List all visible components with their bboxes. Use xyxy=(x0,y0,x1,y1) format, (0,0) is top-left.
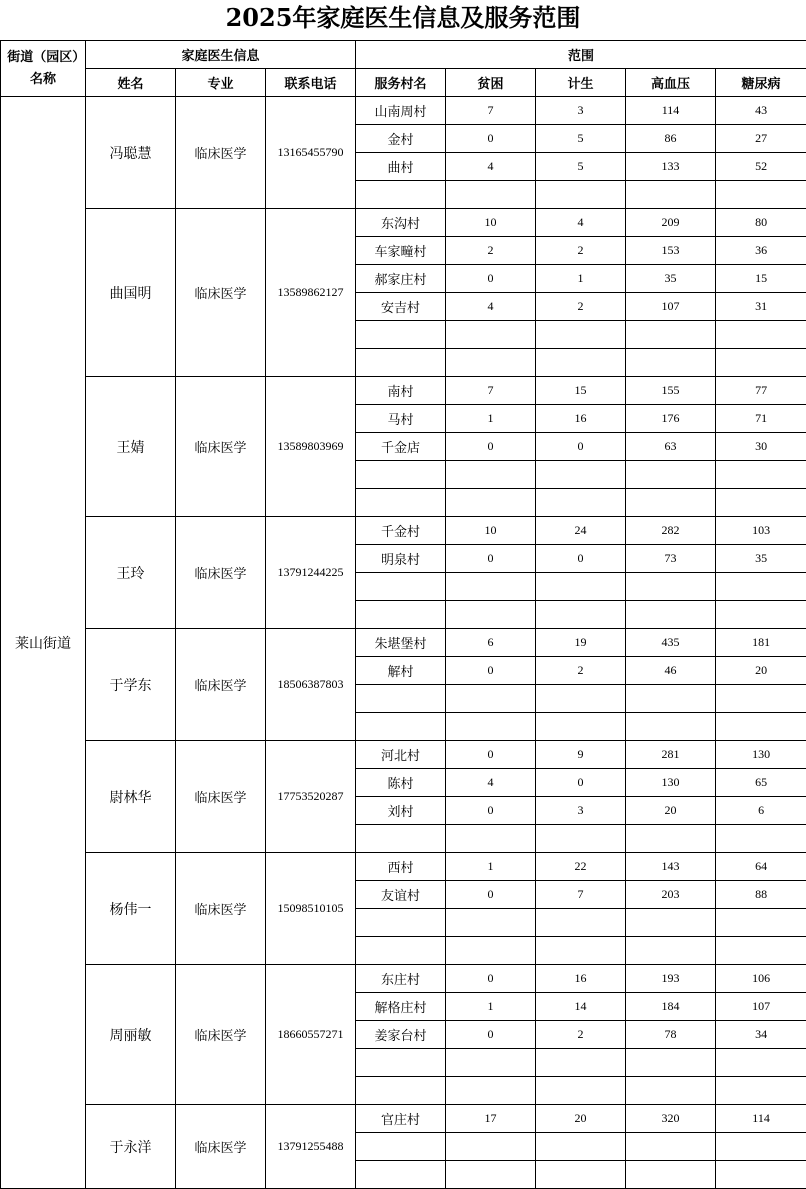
empty-cell xyxy=(356,825,446,853)
hypertension-count: 435 xyxy=(626,629,716,657)
empty-cell xyxy=(626,349,716,377)
empty-cell xyxy=(536,937,626,965)
table-row xyxy=(1,629,806,657)
hypertension-count: 130 xyxy=(626,769,716,797)
empty-cell xyxy=(446,1161,536,1189)
empty-cell xyxy=(446,321,536,349)
poor-count: 1 xyxy=(446,405,536,433)
doctor-phone: 13165455790 xyxy=(266,97,356,209)
hypertension-count: 107 xyxy=(626,293,716,321)
village-name: 友谊村 xyxy=(356,881,446,909)
empty-cell xyxy=(626,685,716,713)
empty-cell xyxy=(446,713,536,741)
family-planning-count: 5 xyxy=(536,153,626,181)
empty-cell xyxy=(536,1161,626,1189)
doctor-phone: 13791255488 xyxy=(266,1105,356,1189)
family-planning-count: 5 xyxy=(536,125,626,153)
diabetes-count: 20 xyxy=(716,657,806,685)
family-planning-count: 2 xyxy=(536,657,626,685)
empty-cell xyxy=(536,909,626,937)
empty-cell xyxy=(716,489,806,517)
doctor-phone: 18660557271 xyxy=(266,965,356,1105)
diabetes-count: 35 xyxy=(716,545,806,573)
empty-cell xyxy=(626,825,716,853)
family-planning-count: 24 xyxy=(536,517,626,545)
empty-cell xyxy=(356,1077,446,1105)
village-name: 曲村 xyxy=(356,153,446,181)
hypertension-count: 282 xyxy=(626,517,716,545)
family-planning-count: 20 xyxy=(536,1105,626,1133)
poor-count: 4 xyxy=(446,769,536,797)
village-name: 金村 xyxy=(356,125,446,153)
empty-cell xyxy=(446,461,536,489)
doctor-name: 王玲 xyxy=(86,517,176,629)
empty-cell xyxy=(356,937,446,965)
table-row xyxy=(1,1105,806,1133)
doctor-major: 临床医学 xyxy=(176,517,266,629)
village-name: 车家疃村 xyxy=(356,237,446,265)
empty-cell xyxy=(356,181,446,209)
diabetes-count: 106 xyxy=(716,965,806,993)
village-name: 明泉村 xyxy=(356,545,446,573)
empty-cell xyxy=(446,1133,536,1161)
village-name: 河北村 xyxy=(356,741,446,769)
poor-count: 6 xyxy=(446,629,536,657)
doctor-name: 于学东 xyxy=(86,629,176,741)
hypertension-count: 153 xyxy=(626,237,716,265)
village-name: 解村 xyxy=(356,657,446,685)
diabetes-count: 181 xyxy=(716,629,806,657)
empty-cell xyxy=(536,825,626,853)
diabetes-count: 30 xyxy=(716,433,806,461)
poor-count: 4 xyxy=(446,153,536,181)
village-name: 东庄村 xyxy=(356,965,446,993)
empty-cell xyxy=(716,937,806,965)
doctor-phone: 13589862127 xyxy=(266,209,356,377)
hypertension-count: 176 xyxy=(626,405,716,433)
diabetes-count: 107 xyxy=(716,993,806,1021)
village-name: 千金村 xyxy=(356,517,446,545)
hypertension-count: 114 xyxy=(626,97,716,125)
doctor-major: 临床医学 xyxy=(176,629,266,741)
table-row xyxy=(1,853,806,881)
doctor-table xyxy=(0,40,806,1189)
village-header: 服务村名 xyxy=(356,69,446,97)
poor-count: 0 xyxy=(446,1021,536,1049)
major-header: 专业 xyxy=(176,69,266,97)
doctor-major: 临床医学 xyxy=(176,97,266,209)
empty-cell xyxy=(356,1049,446,1077)
empty-cell xyxy=(446,685,536,713)
doctor-major: 临床医学 xyxy=(176,209,266,377)
poor-count: 0 xyxy=(446,265,536,293)
empty-cell xyxy=(446,349,536,377)
hypertension-count: 73 xyxy=(626,545,716,573)
family-planning-count: 0 xyxy=(536,769,626,797)
empty-cell xyxy=(626,601,716,629)
doctor-major: 临床医学 xyxy=(176,741,266,853)
scope-group-header: 范围 xyxy=(356,41,806,69)
empty-cell xyxy=(716,349,806,377)
village-name: 马村 xyxy=(356,405,446,433)
poor-count: 0 xyxy=(446,433,536,461)
hypertension-count: 46 xyxy=(626,657,716,685)
diabetes-count: 15 xyxy=(716,265,806,293)
doctor-group-header: 家庭医生信息 xyxy=(86,41,356,69)
empty-cell xyxy=(446,937,536,965)
village-name: 千金店 xyxy=(356,433,446,461)
empty-cell xyxy=(536,713,626,741)
empty-cell xyxy=(446,1049,536,1077)
doctor-phone: 13589803969 xyxy=(266,377,356,517)
empty-cell xyxy=(446,573,536,601)
empty-cell xyxy=(536,1049,626,1077)
diabetes-count: 64 xyxy=(716,853,806,881)
village-name: 山南周村 xyxy=(356,97,446,125)
family-planning-count: 4 xyxy=(536,209,626,237)
doctor-phone: 13791244225 xyxy=(266,517,356,629)
table-row xyxy=(1,965,806,993)
hypertension-count: 20 xyxy=(626,797,716,825)
family-planning-count: 14 xyxy=(536,993,626,1021)
village-name: 姜家台村 xyxy=(356,1021,446,1049)
doctor-phone: 18506387803 xyxy=(266,629,356,741)
empty-cell xyxy=(356,349,446,377)
empty-cell xyxy=(716,321,806,349)
poor-count: 0 xyxy=(446,741,536,769)
poor-count: 4 xyxy=(446,293,536,321)
poor-count: 0 xyxy=(446,125,536,153)
poor-count: 7 xyxy=(446,97,536,125)
hypertension-count: 281 xyxy=(626,741,716,769)
empty-cell xyxy=(626,1077,716,1105)
village-name: 郝家庄村 xyxy=(356,265,446,293)
empty-cell xyxy=(446,1077,536,1105)
empty-cell xyxy=(536,1133,626,1161)
empty-cell xyxy=(626,489,716,517)
diabetes-count: 65 xyxy=(716,769,806,797)
name-header: 姓名 xyxy=(86,69,176,97)
doctor-major: 临床医学 xyxy=(176,965,266,1105)
empty-cell xyxy=(446,181,536,209)
hypertension-count: 155 xyxy=(626,377,716,405)
diabetes-count: 31 xyxy=(716,293,806,321)
street-name: 莱山街道 xyxy=(1,97,86,1189)
diabetes-count: 27 xyxy=(716,125,806,153)
empty-cell xyxy=(626,461,716,489)
hypertension-count: 320 xyxy=(626,1105,716,1133)
diabetes-count: 130 xyxy=(716,741,806,769)
diabetes-count: 114 xyxy=(716,1105,806,1133)
poor-count: 0 xyxy=(446,545,536,573)
empty-cell xyxy=(716,1077,806,1105)
poor-header: 贫困 xyxy=(446,69,536,97)
family-planning-count: 0 xyxy=(536,433,626,461)
table-row xyxy=(1,97,806,125)
empty-cell xyxy=(536,349,626,377)
empty-cell xyxy=(356,489,446,517)
family-planning-count: 0 xyxy=(536,545,626,573)
family-planning-count: 9 xyxy=(536,741,626,769)
hypertension-count: 203 xyxy=(626,881,716,909)
table-body xyxy=(1,97,806,1189)
empty-cell xyxy=(716,601,806,629)
family-planning-count: 3 xyxy=(536,797,626,825)
poor-count: 0 xyxy=(446,657,536,685)
doctor-major: 临床医学 xyxy=(176,853,266,965)
empty-cell xyxy=(626,713,716,741)
diabetes-count: 71 xyxy=(716,405,806,433)
empty-cell xyxy=(626,573,716,601)
empty-cell xyxy=(356,909,446,937)
empty-cell xyxy=(626,1049,716,1077)
village-name: 安吉村 xyxy=(356,293,446,321)
doctor-name: 周丽敏 xyxy=(86,965,176,1105)
doctor-major: 临床医学 xyxy=(176,1105,266,1189)
hypertension-count: 193 xyxy=(626,965,716,993)
family-planning-header: 计生 xyxy=(536,69,626,97)
village-name: 官庄村 xyxy=(356,1105,446,1133)
empty-cell xyxy=(356,1161,446,1189)
family-planning-count: 2 xyxy=(536,237,626,265)
empty-cell xyxy=(536,461,626,489)
table-row xyxy=(1,517,806,545)
family-planning-count: 3 xyxy=(536,97,626,125)
hypertension-count: 63 xyxy=(626,433,716,461)
empty-cell xyxy=(536,321,626,349)
family-planning-count: 2 xyxy=(536,1021,626,1049)
empty-cell xyxy=(536,1077,626,1105)
poor-count: 0 xyxy=(446,797,536,825)
empty-cell xyxy=(356,573,446,601)
family-planning-count: 19 xyxy=(536,629,626,657)
hypertension-count: 86 xyxy=(626,125,716,153)
empty-cell xyxy=(536,601,626,629)
empty-cell xyxy=(446,489,536,517)
doctor-name: 杨伟一 xyxy=(86,853,176,965)
empty-cell xyxy=(626,321,716,349)
diabetes-count: 52 xyxy=(716,153,806,181)
empty-cell xyxy=(536,685,626,713)
empty-cell xyxy=(536,489,626,517)
village-name: 朱堪堡村 xyxy=(356,629,446,657)
doctor-phone: 15098510105 xyxy=(266,853,356,965)
empty-cell xyxy=(716,1161,806,1189)
empty-cell xyxy=(716,713,806,741)
empty-cell xyxy=(626,1133,716,1161)
hypertension-count: 143 xyxy=(626,853,716,881)
family-planning-count: 2 xyxy=(536,293,626,321)
hypertension-count: 78 xyxy=(626,1021,716,1049)
poor-count: 10 xyxy=(446,517,536,545)
diabetes-count: 34 xyxy=(716,1021,806,1049)
family-planning-count: 7 xyxy=(536,881,626,909)
poor-count: 0 xyxy=(446,881,536,909)
hypertension-count: 133 xyxy=(626,153,716,181)
diabetes-count: 43 xyxy=(716,97,806,125)
empty-cell xyxy=(536,181,626,209)
empty-cell xyxy=(716,1049,806,1077)
poor-count: 2 xyxy=(446,237,536,265)
empty-cell xyxy=(716,573,806,601)
empty-cell xyxy=(716,461,806,489)
empty-cell xyxy=(356,601,446,629)
doctor-name: 尉林华 xyxy=(86,741,176,853)
village-name: 东沟村 xyxy=(356,209,446,237)
diabetes-count: 88 xyxy=(716,881,806,909)
family-planning-count: 15 xyxy=(536,377,626,405)
doctor-name: 于永洋 xyxy=(86,1105,176,1189)
poor-count: 1 xyxy=(446,853,536,881)
diabetes-count: 6 xyxy=(716,797,806,825)
page-title: 2025年家庭医生信息及服务范围 xyxy=(0,0,806,40)
family-planning-count: 16 xyxy=(536,405,626,433)
empty-cell xyxy=(626,937,716,965)
empty-cell xyxy=(446,601,536,629)
empty-cell xyxy=(716,685,806,713)
table-row xyxy=(1,209,806,237)
empty-cell xyxy=(626,181,716,209)
village-name: 解格庄村 xyxy=(356,993,446,1021)
diabetes-count: 36 xyxy=(716,237,806,265)
poor-count: 0 xyxy=(446,965,536,993)
diabetes-count: 80 xyxy=(716,209,806,237)
poor-count: 7 xyxy=(446,377,536,405)
hypertension-header: 高血压 xyxy=(626,69,716,97)
hypertension-count: 35 xyxy=(626,265,716,293)
empty-cell xyxy=(446,825,536,853)
empty-cell xyxy=(356,685,446,713)
empty-cell xyxy=(356,321,446,349)
empty-cell xyxy=(626,1161,716,1189)
empty-cell xyxy=(716,825,806,853)
village-name: 陈村 xyxy=(356,769,446,797)
empty-cell xyxy=(356,1133,446,1161)
hypertension-count: 209 xyxy=(626,209,716,237)
empty-cell xyxy=(356,461,446,489)
phone-header: 联系电话 xyxy=(266,69,356,97)
empty-cell xyxy=(626,909,716,937)
family-planning-count: 1 xyxy=(536,265,626,293)
poor-count: 17 xyxy=(446,1105,536,1133)
village-name: 刘村 xyxy=(356,797,446,825)
hypertension-count: 184 xyxy=(626,993,716,1021)
street-column-header: 街道（园区）名称 xyxy=(1,41,86,97)
diabetes-count: 77 xyxy=(716,377,806,405)
empty-cell xyxy=(716,181,806,209)
family-planning-count: 22 xyxy=(536,853,626,881)
doctor-phone: 17753520287 xyxy=(266,741,356,853)
empty-cell xyxy=(356,713,446,741)
doctor-major: 临床医学 xyxy=(176,377,266,517)
empty-cell xyxy=(716,1133,806,1161)
poor-count: 10 xyxy=(446,209,536,237)
doctor-name: 冯聪慧 xyxy=(86,97,176,209)
diabetes-count: 103 xyxy=(716,517,806,545)
empty-cell xyxy=(716,909,806,937)
family-planning-count: 16 xyxy=(536,965,626,993)
empty-cell xyxy=(536,573,626,601)
diabetes-header: 糖尿病 xyxy=(716,69,806,97)
village-name: 西村 xyxy=(356,853,446,881)
table-row xyxy=(1,377,806,405)
doctor-name: 王婧 xyxy=(86,377,176,517)
empty-cell xyxy=(446,909,536,937)
poor-count: 1 xyxy=(446,993,536,1021)
doctor-name: 曲国明 xyxy=(86,209,176,377)
village-name: 南村 xyxy=(356,377,446,405)
table-row xyxy=(1,741,806,769)
